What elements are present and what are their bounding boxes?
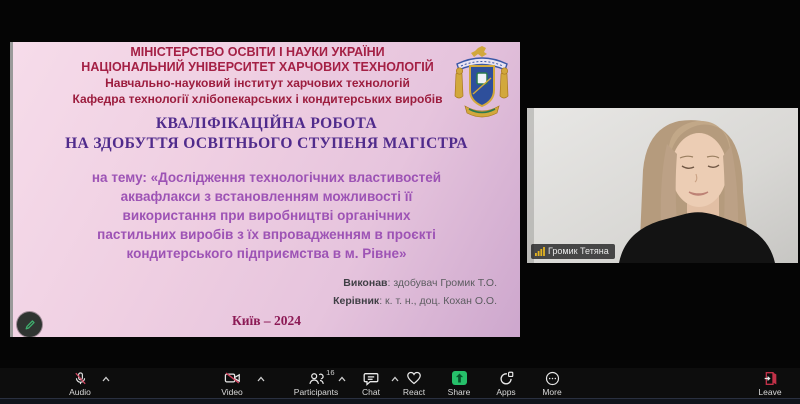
video-button[interactable]	[200, 370, 264, 397]
participant-name-tag	[531, 244, 615, 259]
supervisor-label: Керівник	[333, 295, 380, 307]
shared-screen-slide	[10, 42, 520, 337]
topic-line-3: використання при виробництві органічних	[122, 208, 411, 223]
participant-webcam-frame	[527, 108, 798, 263]
mic-muted-icon	[73, 370, 88, 386]
executor-value: : здобувач Громик Т.О.	[387, 277, 497, 289]
annotation-pencil-button[interactable]	[17, 312, 42, 337]
topic-line-5: кондитерського підприємства в м. Рівне»	[126, 246, 407, 261]
participant-video-tile[interactable]	[527, 108, 798, 263]
meeting-toolbar	[0, 368, 800, 398]
slide-qualification-title-2: НА ЗДОБУТТЯ ОСВІТНЬОГО СТУПЕНЯ МАГІСТРА	[65, 135, 468, 152]
slide-qualification-title-1: КВАЛІФІКАЦІЙНА РОБОТА	[155, 115, 378, 132]
slide-supervisor-line	[333, 295, 497, 307]
participants-count-badge: 16	[326, 368, 335, 377]
audio-chevron-up-icon[interactable]	[101, 375, 111, 383]
slide-department-line: Кафедра технології хлібопекарських і кондитерських виробів	[72, 92, 443, 106]
camera-muted-icon	[224, 370, 241, 386]
heart-icon	[406, 370, 422, 386]
apps-icon	[499, 370, 514, 386]
leave-button[interactable]	[738, 370, 800, 397]
more-button[interactable]	[520, 370, 584, 397]
chat-icon	[363, 370, 379, 386]
participants-label: Participants	[293, 387, 339, 397]
slide-topic	[13, 168, 520, 263]
more-icon	[545, 370, 560, 386]
audio-label: Audio	[69, 387, 91, 397]
participant-name: Громик Тетяна	[548, 246, 609, 256]
apps-label: Apps	[496, 387, 516, 397]
os-taskbar-edge	[0, 398, 800, 404]
leave-label: Leave	[758, 387, 782, 397]
topic-line-4: пастильних виробів з їх впровадженням в проєкті	[97, 227, 436, 242]
video-label: Video	[221, 387, 243, 397]
university-emblem	[449, 46, 515, 118]
slide-city-year: Київ – 2024	[231, 313, 302, 328]
leave-icon	[763, 370, 778, 386]
share-label: Share	[447, 387, 471, 397]
slide-ministry-line: МІНІСТЕРСТВО ОСВІТИ І НАУКИ УКРАЇНИ	[130, 45, 385, 59]
executor-label: Виконав	[343, 277, 388, 289]
slide-institute-line: Навчально-науковий інститут харчових технологій	[105, 76, 410, 90]
react-label: React	[402, 387, 426, 397]
annotation-pencil-icon	[23, 318, 37, 332]
topic-line-1: на тему: «Дослідження технологічних властивостей	[91, 170, 442, 185]
share-screen-icon	[452, 370, 467, 386]
more-label: More	[542, 387, 562, 397]
video-chevron-up-icon[interactable]	[256, 375, 266, 383]
participants-icon	[308, 368, 335, 386]
topic-line-2: аквафлакси з встановленням можливості її	[120, 189, 413, 204]
supervisor-value: : к. т. н., доц. Кохан О.О.	[379, 295, 497, 307]
chat-label: Chat	[362, 387, 380, 397]
slide-executor-line	[343, 277, 497, 289]
audio-level-icon	[535, 247, 545, 256]
slide-university-line: НАЦІОНАЛЬНИЙ УНІВЕРСИТЕТ ХАРЧОВИХ ТЕХНОЛОГІЙ	[81, 60, 434, 74]
